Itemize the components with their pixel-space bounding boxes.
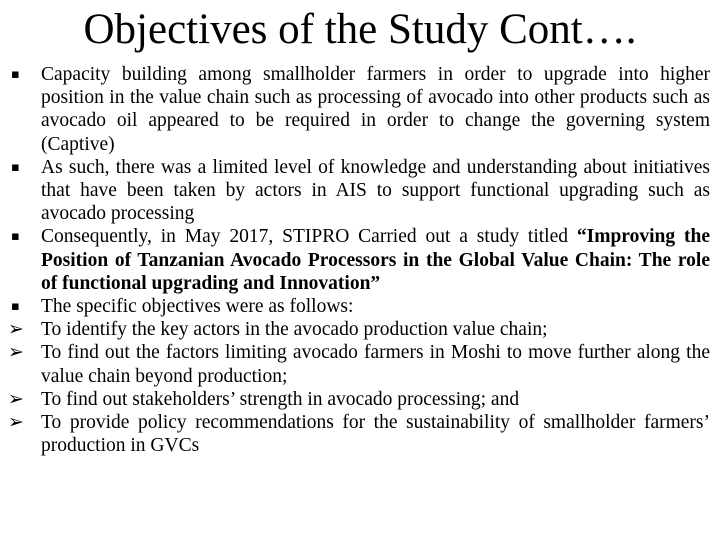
objectives-list bbox=[8, 63, 710, 457]
list-item bbox=[8, 341, 710, 387]
list-item-text: The specific objectives were as follows: bbox=[41, 296, 354, 318]
square-bullet-icon: ▪ bbox=[11, 67, 20, 82]
list-item bbox=[8, 411, 710, 457]
study-title-text: “Improving the Position of Tanzanian Avocado Processors in the Global Value Chain: The role of functional upgrading and Innovation” bbox=[41, 226, 710, 294]
list-item bbox=[8, 63, 710, 156]
list-item-text: To find out stakeholders’ strength in avocado processing; and bbox=[41, 388, 520, 410]
square-bullet-icon: ▪ bbox=[11, 159, 20, 175]
slide-title: Objectives of the Study Cont…. bbox=[83, 6, 637, 53]
arrow-bullet-icon: ➢ bbox=[8, 387, 24, 410]
square-bullet-icon: ▪ bbox=[11, 229, 20, 245]
list-item bbox=[8, 318, 710, 341]
list-item bbox=[8, 225, 710, 295]
list-item bbox=[8, 295, 710, 318]
list-item-text: Capacity building among smallholder farmers in order to upgrade into higher position in the value chain such as processing of avocado into other products such as avocado oil appeared to be required in order to change the governing system (Captive) bbox=[41, 64, 710, 155]
list-item bbox=[8, 156, 710, 226]
list-item-text: To find out the factors limiting avocado farmers in Moshi to move further along the value chain beyond production; bbox=[41, 342, 710, 387]
square-bullet-icon: ▪ bbox=[11, 299, 20, 315]
list-item-text: To identify the key actors in the avocado production value chain; bbox=[41, 319, 548, 341]
list-item-text: To provide policy recommendations for the sustainability of smallholder farmers’ production in GVCs bbox=[41, 412, 710, 457]
arrow-bullet-icon: ➢ bbox=[8, 318, 24, 341]
list-item bbox=[8, 388, 710, 411]
list-item-text: Consequently, in May 2017, STIPRO Carried out a study titled bbox=[41, 226, 577, 248]
list-item-text: As such, there was a limited level of knowledge and understanding about initiatives that have been taken by actors in AIS to support functional upgrading such as avocado processing bbox=[41, 156, 710, 225]
arrow-bullet-icon: ➢ bbox=[8, 411, 24, 434]
arrow-bullet-icon: ➢ bbox=[8, 341, 24, 364]
